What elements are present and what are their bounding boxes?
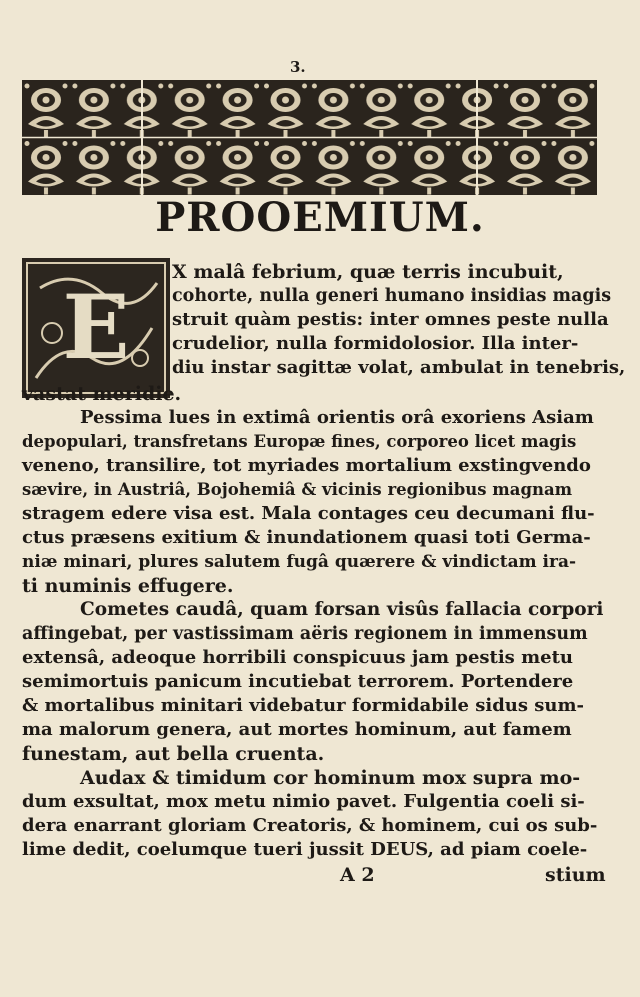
text-line: vastat meridie. [22, 383, 182, 405]
signature-mark: A 2 [340, 864, 375, 886]
text-line: veneno, transilire, tot myriades mortalium exstingvendo [22, 455, 591, 476]
text-line: ma malorum genera, aut mortes hominum, aut famem [22, 719, 572, 740]
text-line: dera enarrant gloriam Creatoris, & hominem, cui os sub- [22, 815, 598, 836]
text-line: ctus præsens exitium & inundationem quasi toti Germa- [22, 527, 591, 548]
page-title: PROOEMIUM. [155, 194, 485, 241]
text-line: stragem edere visa est. Mala contages ceu decumani flu- [22, 503, 595, 524]
text-line: semimortuis panicum incutiebat terrorem. Portendere [22, 671, 574, 692]
text-line: Audax & timidum cor hominum mox supra mo- [80, 767, 581, 789]
text-line: & mortalibus minitari videbatur formidabile sidus sum- [22, 695, 585, 716]
text-line: niæ minari, plures salutem fugâ quærere & vindictam ira- [22, 552, 577, 572]
svg-text:E: E [62, 275, 130, 379]
page-number: 3. [290, 58, 306, 76]
text-line: dum exsultat, mox metu nimio pavet. Fulgentia coeli si- [22, 791, 585, 812]
text-line: lime dedit, coelumque tueri jussit DEUS, ad piam coele- [22, 839, 588, 860]
text-line: diu instar sagittæ volat, ambulat in tenebris, [172, 357, 626, 378]
text-line: crudelior, nulla formidolosior. Illa inter- [172, 333, 579, 354]
catchword: stium [545, 864, 606, 886]
text-line: ti numinis effugere. [22, 575, 234, 597]
text-line: funestam, aut bella cruenta. [22, 743, 325, 765]
decorated-initial-letter [22, 258, 170, 398]
text-line: depopulari, transfretans Europæ fines, corporeo licet magis [22, 432, 577, 451]
text-line: affingebat, per vastissimam aëris regionem in immensum [22, 624, 588, 644]
text-line: X malâ febrium, quæ terris incubuit, [172, 261, 564, 283]
ornamental-headpiece-icon [22, 80, 597, 195]
text-line: sævire, in Austriâ, Bojohemiâ & vicinis regionibus magnam [22, 480, 573, 499]
text-line: struit quàm pestis: inter omnes peste nulla [172, 309, 609, 330]
text-line: Pessima lues in extimâ orientis orâ exoriens Asiam [80, 407, 594, 428]
text-line: cohorte, nulla generi humano insidias magis [172, 286, 612, 306]
text-line: Cometes caudâ, quam forsan visûs fallacia corpori [80, 599, 604, 620]
text-line: extensâ, adeoque horribili conspicuus jam pestis metu [22, 647, 573, 668]
